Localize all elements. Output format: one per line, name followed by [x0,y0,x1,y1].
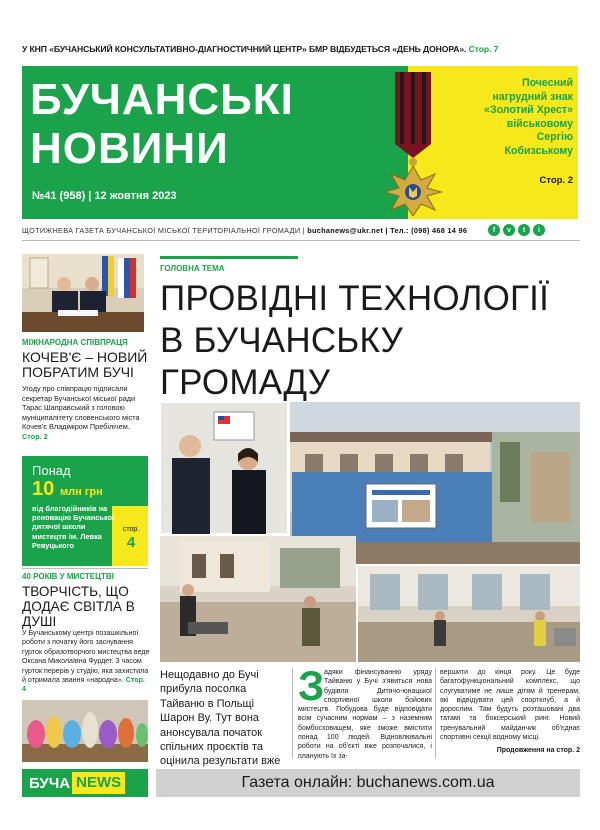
article-summary-creativity [22,629,150,695]
telegram-icon[interactable]: t [518,224,530,236]
page-ref[interactable]: Стор. 2 [22,431,48,441]
social-links [488,224,545,236]
promo-amount: 10 [32,478,55,500]
top-teaser-page: Стор. 7 [468,44,499,54]
article-column-1 [298,668,432,761]
article-summary-kochevye [22,384,150,442]
divider [22,568,148,569]
facebook-icon[interactable]: f [488,224,500,236]
award-teaser[interactable] [455,77,573,159]
award-line: військовому [506,117,573,130]
headline-kochevye[interactable]: КОЧЕВ'Є – НОВИЙ ПОБРАТИМ БУЧІ [22,349,148,380]
dropcap-space [298,668,324,698]
bucha-news-logo[interactable] [22,769,148,797]
column-divider [292,668,293,758]
summary-text: У Бучанському центрі позашкільної роботи з початку його заснування гурток образотворчого мистецтва веде Оксана Миколаївна Фурдет. З часом гурток перерів у студію, яка захистила й отримала звання «народна». [22,629,150,685]
kicker-art: 40 РОКІВ У МИСТЕЦТВІ [22,572,114,581]
main-accent-bar [160,256,298,259]
promo-unit: млн грн [60,486,103,498]
top-teaser-text: У КНП «БУЧАНСЬКИЙ КОНСУЛЬТАТИВНО-ДІАГНОСТИЧНИЙ ЦЕНТР» БМР ВІДБУДЕТЬСЯ «ДЕНЬ ДОНОРА». [22,44,467,54]
promo-text: від благодійників на реновацію Бучанської дитячої школи мистецтв ім. Левка Ревуцького [32,504,115,550]
online-website-bar[interactable]: Газета онлайн: buchanews.com.ua [156,769,580,797]
subline-text: ЩОТИЖНЕВА ГАЗЕТА БУЧАНСЬКОЇ МІСЬКОЇ ТЕРИТОРІАЛЬНОЇ ГРОМАДИ | [22,226,308,235]
award-line: «Золотий Хрест» [484,104,573,117]
signing-photo [22,254,144,332]
instagram-icon[interactable]: i [533,224,545,236]
publication-subline [22,226,502,235]
main-lede: Нещодавно до Бучі прибула посолка Тайваню в Польщі Шарон Ву. Тут вона анонсувала початок спільних проєктів та оцінила результати вже [160,669,281,768]
logo-word-news: NEWS [72,772,125,794]
contact-email[interactable]: buchanews@ukr.net [307,226,384,235]
promo-page-label: стор. [122,526,140,533]
promo-prefix: Понад [32,463,71,478]
main-headline[interactable]: ПРОВІДНІ ТЕХНОЛОГІЇ В БУЧАНСЬКУ ГРОМАДУ [160,279,550,402]
award-page-ref: Стор. 2 [539,175,573,186]
dropcap: З [298,662,325,709]
award-line: нагрудний знак [492,90,573,103]
kicker-main-theme: ГОЛОВНА ТЕМА [160,264,225,273]
viber-icon[interactable]: v [503,224,515,236]
logo-word-bucha: БУЧА [29,774,71,792]
newspaper-title-line2: НОВИНИ [30,124,229,173]
issue-info: №41 (958) | 12 жовтня 2023 [32,190,177,202]
article-column-2: вершити до кінця року. Це буде багатофункціональний комплекс, що слугуватиме не лише дітям й тренерам, які відвідувати цей спортклуб, а й дорослим. Там будуть розташовані два татамі та боксерський ринг. Новий тренувальний майданчик об'єднає спортивні секції водному місці. [440,669,580,742]
page-ref[interactable]: Стор. 4 [22,676,145,694]
continued-link[interactable]: Продовження на стор. 2 [496,747,580,754]
contact-phone: | Тел.: (098) 468 14 96 [383,226,468,235]
award-line: Кобизському [504,144,573,157]
award-line: Сергію [536,131,573,144]
newspaper-title-line1: БУЧАНСЬКІ [30,75,294,124]
award-line: Почесний [521,77,573,89]
summary-text: Угоду про співпрацю підписали секретар Бучанської міської ради Тарас Шаправський з головою муніципалітету словенського міста Кочев'є Владіміром Пребілічем. [22,384,140,432]
divider [22,240,580,241]
column-divider [435,668,436,758]
headline-creativity[interactable]: ТВОРЧІСТЬ, ЩО ДОДАЄ СВІТЛА В ДУШІ [22,584,135,629]
top-teaser[interactable] [22,44,582,54]
golden-cross-medal-icon [376,70,450,216]
kicker-international: МІЖНАРОДНА СПІВПРАЦЯ [22,338,128,347]
main-photo-collage [160,402,580,662]
promo-page-number: 4 [126,534,136,551]
toys-photo [22,700,148,762]
column-text: адяки фінансуванню уряду Тайваню у Бучі з'явиться нова будівля Дитячо-юнацької спортивної школи бойових мистецтв. Побудова буде відповідати всім сучасним нормам – з наземним бомбосховищем, яке зможе вмістити понад 100 людей. Відновлювальні роботи на об'єкті вже розпочалися, і планують їх за- [298,669,432,760]
